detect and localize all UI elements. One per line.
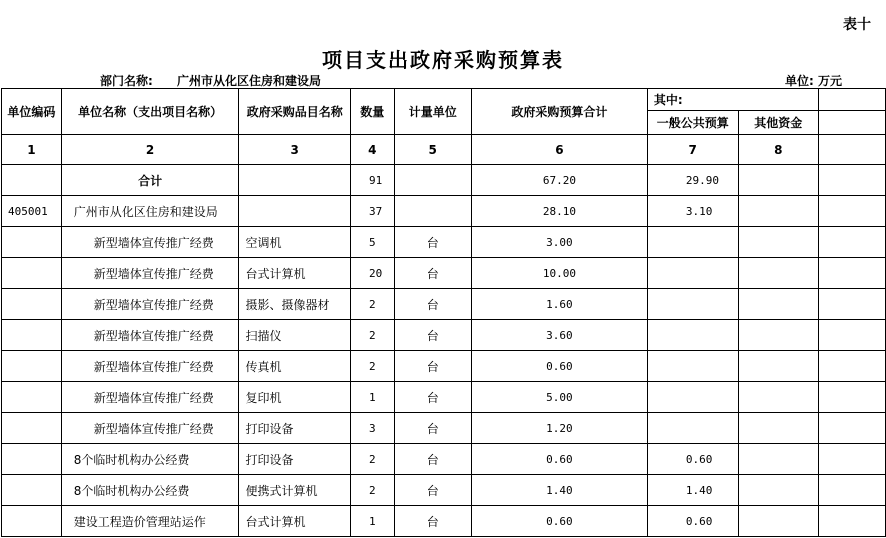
quantity-cell: 1 (351, 506, 395, 537)
total-row (2, 165, 886, 196)
empty-cell (2, 165, 62, 196)
item-name-cell: 扫描仪 (239, 320, 351, 351)
general-budget-cell (647, 413, 738, 444)
total-qty: 91 (351, 165, 395, 196)
table-row (2, 196, 886, 227)
other-funds-cell (738, 413, 818, 444)
general-budget-cell (647, 227, 738, 258)
other-funds-cell (738, 289, 818, 320)
quantity-cell: 2 (351, 351, 395, 382)
other-funds-cell (738, 444, 818, 475)
department-value: 广州市从化区住房和建设局 (177, 74, 322, 88)
empty-cell (394, 165, 471, 196)
col-header-name: 单位名称（支出项目名称） (61, 89, 239, 135)
total-amount-cell: 0.60 (471, 444, 647, 475)
unit-code-cell (2, 475, 62, 506)
unit-code-cell (2, 382, 62, 413)
empty-cell (818, 135, 885, 165)
item-name-cell: 打印设备 (239, 444, 351, 475)
empty-cell (818, 444, 885, 475)
empty-cell (738, 165, 818, 196)
table-row (2, 444, 886, 475)
item-name-cell: 台式计算机 (239, 506, 351, 537)
table-row (2, 320, 886, 351)
table-row (2, 413, 886, 444)
general-budget-cell (647, 258, 738, 289)
measure-unit-cell: 台 (394, 289, 471, 320)
unit-label: 单位: 万元 (785, 74, 842, 88)
quantity-cell: 2 (351, 475, 395, 506)
col-header-item: 政府采购品目名称 (239, 89, 351, 135)
total-amount-cell: 10.00 (471, 258, 647, 289)
item-name-cell: 台式计算机 (239, 258, 351, 289)
table-row (2, 506, 886, 537)
col-header-code: 单位编码 (2, 89, 62, 135)
project-name-cell: 新型墙体宣传推广经费 (61, 351, 239, 382)
general-budget-cell: 0.60 (647, 444, 738, 475)
item-name-cell: 空调机 (239, 227, 351, 258)
table-row (2, 351, 886, 382)
general-budget-cell (647, 382, 738, 413)
general-budget-cell: 3.10 (647, 196, 738, 227)
index-cell: 2 (61, 135, 239, 165)
project-name-cell: 新型墙体宣传推广经费 (61, 382, 239, 413)
other-funds-cell (738, 196, 818, 227)
unit-code-cell (2, 258, 62, 289)
col-header-qty: 数量 (351, 89, 395, 135)
empty-cell (818, 165, 885, 196)
index-cell: 6 (471, 135, 647, 165)
empty-cell (818, 196, 885, 227)
index-cell: 1 (2, 135, 62, 165)
col-header-other: 其他资金 (738, 111, 818, 135)
empty-cell (818, 111, 885, 135)
table-row (2, 382, 886, 413)
quantity-cell: 2 (351, 320, 395, 351)
item-name-cell: 复印机 (239, 382, 351, 413)
general-budget-cell: 1.40 (647, 475, 738, 506)
measure-unit-cell: 台 (394, 320, 471, 351)
empty-cell (818, 475, 885, 506)
empty-cell (818, 289, 885, 320)
general-budget-cell: 0.60 (647, 506, 738, 537)
index-cell: 7 (647, 135, 738, 165)
unit-code-cell (2, 227, 62, 258)
measure-unit-cell: 台 (394, 413, 471, 444)
project-name-cell: 建设工程造价管理站运作 (61, 506, 239, 537)
col-header-unit: 计量单位 (394, 89, 471, 135)
quantity-cell: 20 (351, 258, 395, 289)
empty-cell (818, 413, 885, 444)
item-name-cell: 传真机 (239, 351, 351, 382)
quantity-cell: 5 (351, 227, 395, 258)
total-amount-cell: 1.20 (471, 413, 647, 444)
total-amount-cell: 0.60 (471, 506, 647, 537)
index-cell: 3 (239, 135, 351, 165)
unit-code-cell (2, 444, 62, 475)
empty-cell (818, 89, 885, 111)
other-funds-cell (738, 506, 818, 537)
page-title: 项目支出政府采购预算表 (322, 48, 564, 72)
unit-code-cell (2, 506, 62, 537)
total-amount-cell: 1.60 (471, 289, 647, 320)
quantity-cell: 2 (351, 444, 395, 475)
index-row (2, 135, 886, 165)
item-name-cell (239, 196, 351, 227)
item-name-cell: 打印设备 (239, 413, 351, 444)
empty-cell (818, 258, 885, 289)
total-label: 合计 (61, 165, 239, 196)
empty-cell (818, 382, 885, 413)
total-amount-cell: 28.10 (471, 196, 647, 227)
empty-cell (818, 351, 885, 382)
index-cell: 5 (394, 135, 471, 165)
measure-unit-cell: 台 (394, 258, 471, 289)
general-budget-cell (647, 320, 738, 351)
unit-code-cell (2, 289, 62, 320)
other-funds-cell (738, 258, 818, 289)
quantity-cell: 1 (351, 382, 395, 413)
empty-cell (818, 320, 885, 351)
unit-code-cell: 405001 (2, 196, 62, 227)
procurement-budget-table (1, 88, 886, 537)
col-header-among: 其中: (647, 89, 818, 111)
quantity-cell: 37 (351, 196, 395, 227)
index-cell: 4 (351, 135, 395, 165)
item-name-cell: 便携式计算机 (239, 475, 351, 506)
project-name-cell: 新型墙体宣传推广经费 (61, 320, 239, 351)
general-budget-cell (647, 289, 738, 320)
table-row (2, 258, 886, 289)
measure-unit-cell (394, 196, 471, 227)
index-cell: 8 (738, 135, 818, 165)
unit-code-cell (2, 320, 62, 351)
measure-unit-cell: 台 (394, 444, 471, 475)
project-name-cell: 新型墙体宣传推广经费 (61, 227, 239, 258)
other-funds-cell (738, 227, 818, 258)
project-name-cell: 新型墙体宣传推广经费 (61, 289, 239, 320)
general-budget-cell (647, 351, 738, 382)
project-name-cell: 8个临时机构办公经费 (61, 444, 239, 475)
other-funds-cell (738, 320, 818, 351)
empty-cell (818, 227, 885, 258)
total-amount-cell: 1.40 (471, 475, 647, 506)
header-row (2, 89, 886, 111)
table-row (2, 227, 886, 258)
total-amount-cell: 5.00 (471, 382, 647, 413)
project-name-cell: 新型墙体宣传推广经费 (61, 413, 239, 444)
project-name-cell: 新型墙体宣传推广经费 (61, 258, 239, 289)
other-funds-cell (738, 351, 818, 382)
other-funds-cell (738, 382, 818, 413)
measure-unit-cell: 台 (394, 227, 471, 258)
other-funds-cell (738, 475, 818, 506)
total-amount-cell: 3.60 (471, 320, 647, 351)
measure-unit-cell: 台 (394, 506, 471, 537)
table-row (2, 475, 886, 506)
measure-unit-cell: 台 (394, 351, 471, 382)
measure-unit-cell: 台 (394, 475, 471, 506)
quantity-cell: 2 (351, 289, 395, 320)
total-amount-cell: 3.00 (471, 227, 647, 258)
col-header-total: 政府采购预算合计 (471, 89, 647, 135)
unit-code-cell (2, 351, 62, 382)
project-name-cell: 8个临时机构办公经费 (61, 475, 239, 506)
empty-cell (239, 165, 351, 196)
table-number: 表十 (843, 17, 871, 33)
total-amount: 67.20 (471, 165, 647, 196)
item-name-cell: 摄影、摄像器材 (239, 289, 351, 320)
measure-unit-cell: 台 (394, 382, 471, 413)
department-label: 部门名称: (100, 74, 153, 88)
quantity-cell: 3 (351, 413, 395, 444)
table-row (2, 289, 886, 320)
col-header-general: 一般公共预算 (647, 111, 738, 135)
unit-code-cell (2, 413, 62, 444)
total-amount-cell: 0.60 (471, 351, 647, 382)
project-name-cell: 广州市从化区住房和建设局 (61, 196, 239, 227)
total-general: 29.90 (647, 165, 738, 196)
empty-cell (818, 506, 885, 537)
